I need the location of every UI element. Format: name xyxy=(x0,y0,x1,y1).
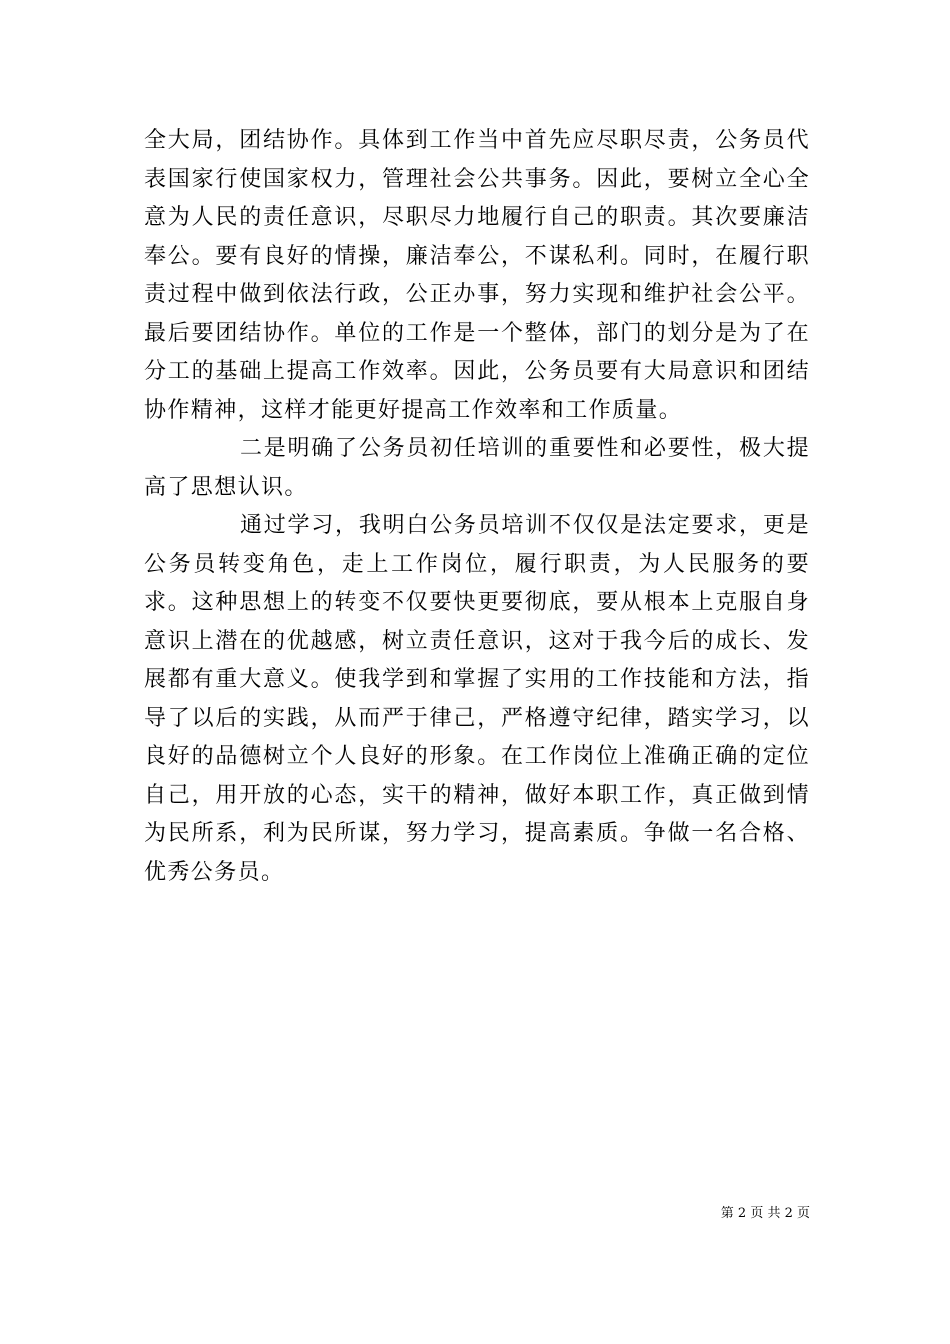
paragraph-point-two: 二是明确了公务员初任培训的重要性和必要性，极大提高了思想认识。 xyxy=(144,436,810,500)
page-number-footer: 第 2 页 共 2 页 xyxy=(720,1206,810,1221)
paragraph-learning: 通过学习，我明白公务员培训不仅仅是法定要求，更是公务员转变角色，走上工作岗位，履行职责，为人民服务的要求。这种思想上的转变不仅要快更要彻底，要从根本上克服自身意识上潜在的优越感，树立责任意识，这对于我今后的成长、发展都有重大意义。使我学到和掌握了实用的工作技能和方法，指导了以后的实践，从而严于律己，严格遵守纪律，踏实学习，以良好的品德树立个人良好的形象。在工作岗位上准确正确的定位自己，用开放的心态，实干的精神，做好本职工作，真正做到情为民所系，利为民所谋，努力学习，提高素质。争做一名合格、优秀公务员。 xyxy=(144,513,810,885)
paragraph-continuation: 全大局，团结协作。具体到工作当中首先应尽职尽责，公务员代表国家行使国家权力，管理社会公共事务。因此，要树立全心全意为人民的责任意识，尽职尽力地履行自己的职责。其次要廉洁奉公。要有良好的情操，廉洁奉公，不谋私利。同时，在履行职责过程中做到依法行政，公正办事，努力实现和维护社会公平。最后要团结协作。单位的工作是一个整体，部门的划分是为了在分工的基础上提高工作效率。因此，公务员要有大局意识和团结协作精神，这样才能更好提高工作效率和工作质量。 xyxy=(144,128,810,423)
document-body xyxy=(144,122,810,892)
